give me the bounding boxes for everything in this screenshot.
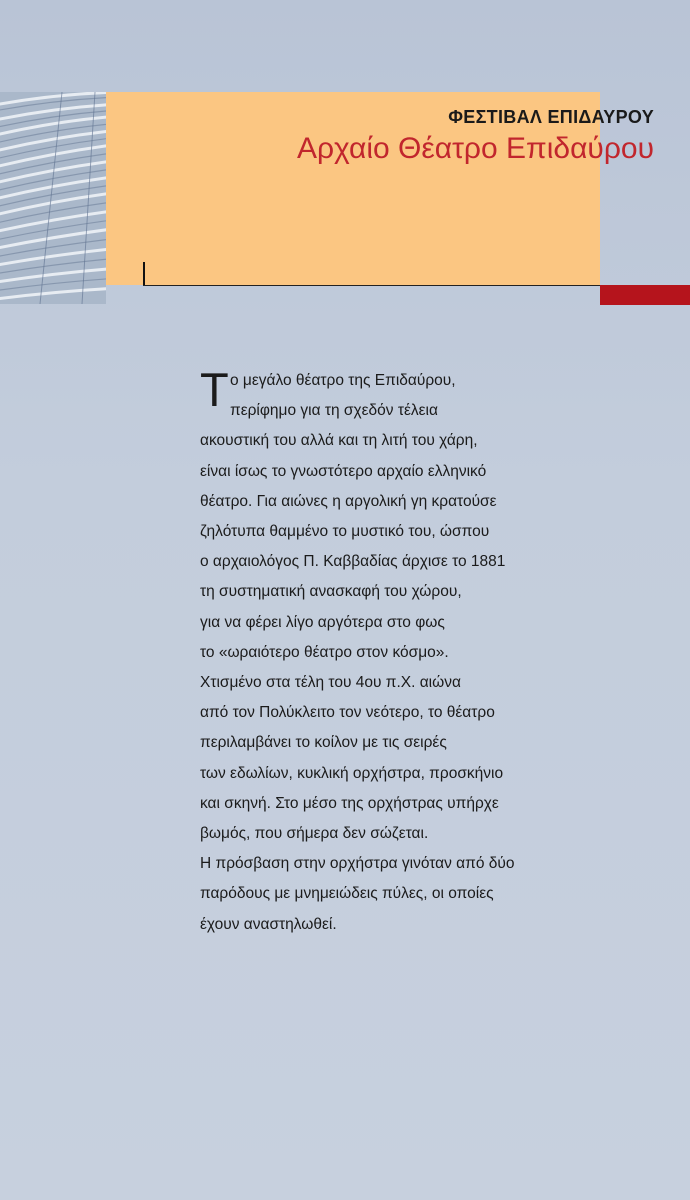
body-line: περιλαμβάνει το κοίλον με τις σειρές — [200, 734, 447, 752]
body-line: τη συστηματική ανασκαφή του χώρου, — [200, 583, 462, 601]
body-line: περίφημο για τη σχεδόν τέλεια — [230, 402, 438, 420]
body-line: από τον Πολύκλειτο τον νεότερο, το θέατρο — [200, 704, 495, 722]
festival-name: ΦΕΣΤΙΒΑΛ ΕΠΙΔΑΥΡΟΥ — [448, 107, 654, 127]
body-line: το «ωραιότερο θέατρο στον κόσμο». — [200, 643, 449, 661]
body-line: ο μεγάλο θέατρο της Επιδαύρου, — [230, 372, 456, 389]
body-line: Η πρόσβαση στην ορχήστρα γινόταν από δύο — [200, 855, 515, 873]
body-line: ζηλότυπα θαμμένο το μυστικό του, ώσπου — [200, 523, 490, 541]
body-line: των εδωλίων, κυκλική ορχήστρα, προσκήνιο — [200, 764, 504, 782]
body-line: έχουν αναστηλωθεί. — [200, 915, 337, 933]
theater-seats-photo — [0, 92, 106, 304]
page-title: Αρχαίο Θέατρο Επιδαύρου — [296, 132, 654, 165]
body-line: ακουστική του αλλά και τη λιτή του χάρη, — [200, 432, 478, 450]
body-line: είναι ίσως το γνωστότερο αρχαίο ελληνικό — [200, 462, 487, 480]
body-line: Χτισμένο στα τέλη του 4ου π.Χ. αιώνα — [200, 674, 461, 692]
body-line: για να φέρει λίγο αργότερα στο φως — [200, 613, 445, 631]
body-line: ο αρχαιολόγος Π. Καββαδίας άρχισε το 1881 — [200, 553, 506, 571]
accent-red-bar — [600, 285, 690, 305]
body-line: και σκηνή. Στο μέσο της ορχήστρας υπήρχε — [200, 794, 499, 812]
body-line: παρόδους με μνημειώδεις πύλες, οι οποίες — [200, 885, 494, 903]
body-line: θέατρο. Για αιώνες η αργολική γη κρατούσε — [200, 492, 497, 510]
title-rule — [143, 285, 600, 286]
drop-cap: Τ — [200, 363, 229, 416]
title-tick-mark — [143, 262, 145, 286]
body-paragraph — [200, 363, 600, 940]
body-line: βωμός, που σήμερα δεν σώζεται. — [200, 825, 429, 843]
